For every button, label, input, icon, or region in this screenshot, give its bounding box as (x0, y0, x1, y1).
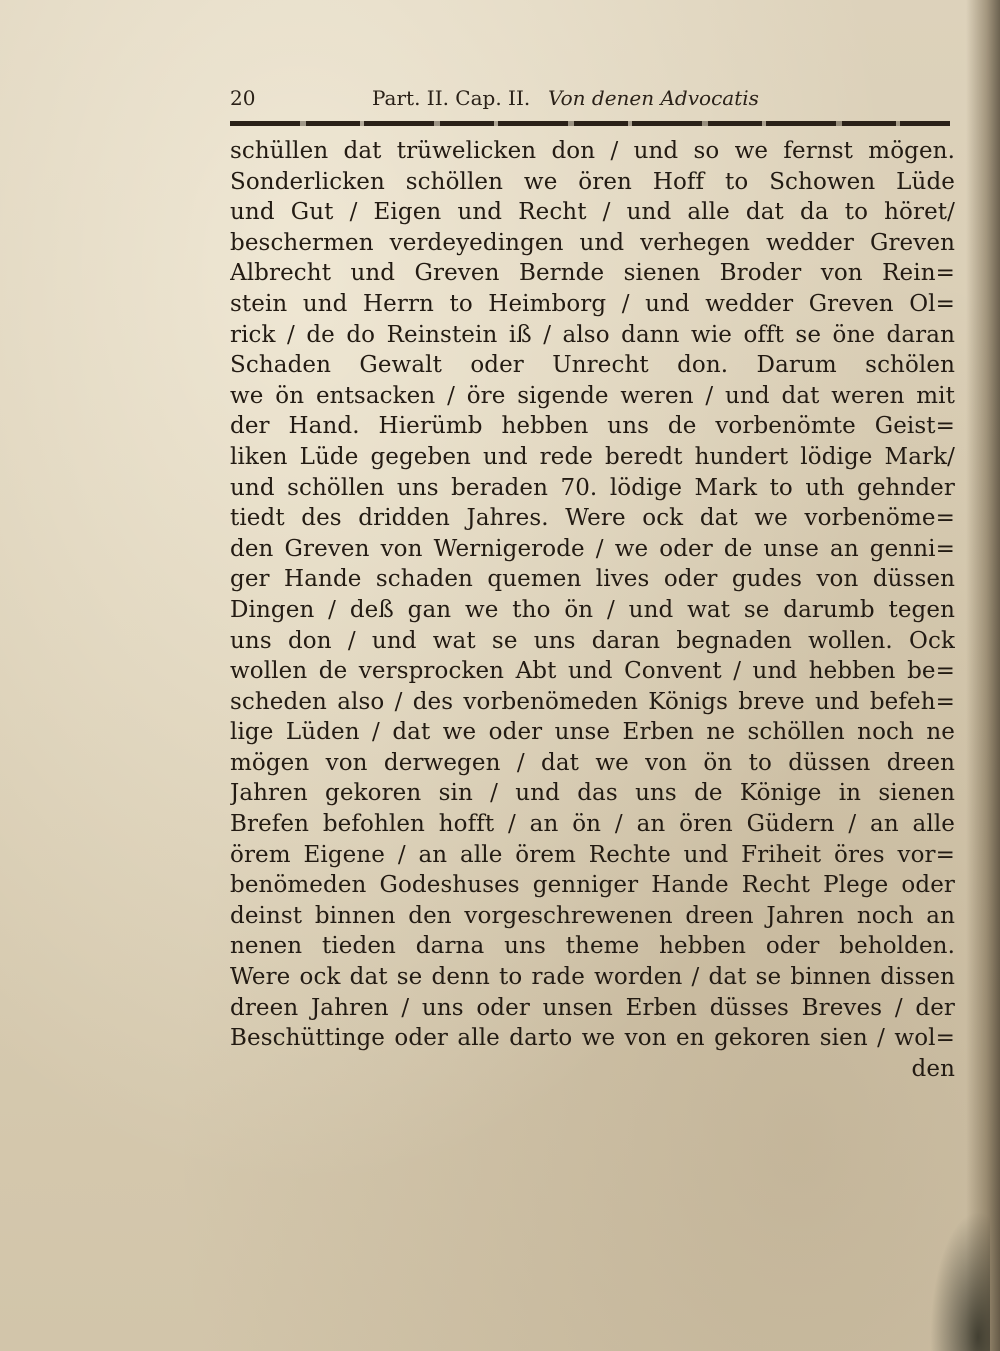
text-line: Schaden Gewalt oder Unrecht don. Darum schölen (230, 352, 955, 379)
text-line: Dingen / deß gan we tho ön / und wat se darumb tegen (230, 596, 955, 623)
text-line: Sonderlicken schöllen we ören Hoff to Schowen Lüde (230, 168, 955, 195)
text-line: der Hand. Hierümb hebben uns de vorbenömte Geist= (230, 413, 955, 440)
text-line: scheden also / des vorbenömeden Königs breve und befeh= (230, 688, 955, 715)
text-line: Albrecht und Greven Bernde sienen Broder von Rein= (230, 260, 955, 287)
text-line: mögen von derwegen / dat we von ön to düssen dreen (230, 749, 955, 776)
text-line: nenen tieden darna uns theme hebben oder beholden. (230, 933, 955, 960)
running-header (230, 86, 960, 116)
text-line: tiedt des dridden Jahres. Were ock dat we vorbenöme= (230, 505, 955, 532)
text-line: we ön entsacken / öre sigende weren / und dat weren mit (230, 382, 955, 409)
page-stain (930, 1211, 990, 1351)
body-text (230, 136, 955, 1084)
part-chapter-label: Part. II. Cap. II. (372, 86, 531, 110)
text-line: und schöllen uns beraden 70. lödige Mark to uth gehnder (230, 474, 955, 501)
text-line: lige Lüden / dat we oder unse Erben ne schöllen noch ne (230, 719, 955, 746)
text-line: rick / de do Reinstein iß / also dann wie offt se öne daran (230, 321, 955, 348)
text-line: ger Hande schaden quemen lives oder gudes von düssen (230, 566, 955, 593)
page-gutter-shadow (966, 0, 1000, 1351)
text-line: Jahren gekoren sin / und das uns de Könige in sienen (230, 780, 955, 807)
text-line: deinst binnen den vorgeschrewenen dreen Jahren noch an (230, 902, 955, 929)
text-line: liken Lüde gegeben und rede beredt hundert lödige Mark/ (230, 443, 955, 470)
text-line: beschermen verdeyedingen und verhegen wedder Greven (230, 229, 955, 256)
text-line: Beschüttinge oder alle darto we von en gekoren sien / wol= (230, 1025, 955, 1052)
text-line: und Gut / Eigen und Recht / und alle dat da to höret/ (230, 199, 955, 226)
running-title: Von denen Advocatis (548, 86, 759, 110)
text-line: stein und Herrn to Heimborg / und wedder Greven Ol= (230, 290, 955, 317)
text-line: örem Eigene / an alle örem Rechte und Friheit öres vor= (230, 841, 955, 868)
catchword: den (911, 1055, 955, 1082)
page-number: 20 (230, 86, 256, 110)
text-line: uns don / und wat se uns daran begnaden wollen. Ock (230, 627, 955, 654)
text-line: benömeden Godeshuses genniger Hande Recht Plege oder (230, 872, 955, 899)
text-line: den Greven von Wernigerode / we oder de unse an genni= (230, 535, 955, 562)
text-line: schüllen dat trüwelicken don / und so we fernst mögen. (230, 138, 955, 164)
header-rule (230, 121, 950, 126)
text-line: Were ock dat se denn to rade worden / dat se binnen dissen (230, 964, 955, 991)
text-line: Brefen befohlen hofft / an ön / an ören Güdern / an alle (230, 811, 955, 838)
text-line: wollen de versprocken Abt und Convent / und hebben be= (230, 658, 955, 685)
text-line: dreen Jahren / uns oder unsen Erben düsses Breves / der (230, 994, 955, 1021)
